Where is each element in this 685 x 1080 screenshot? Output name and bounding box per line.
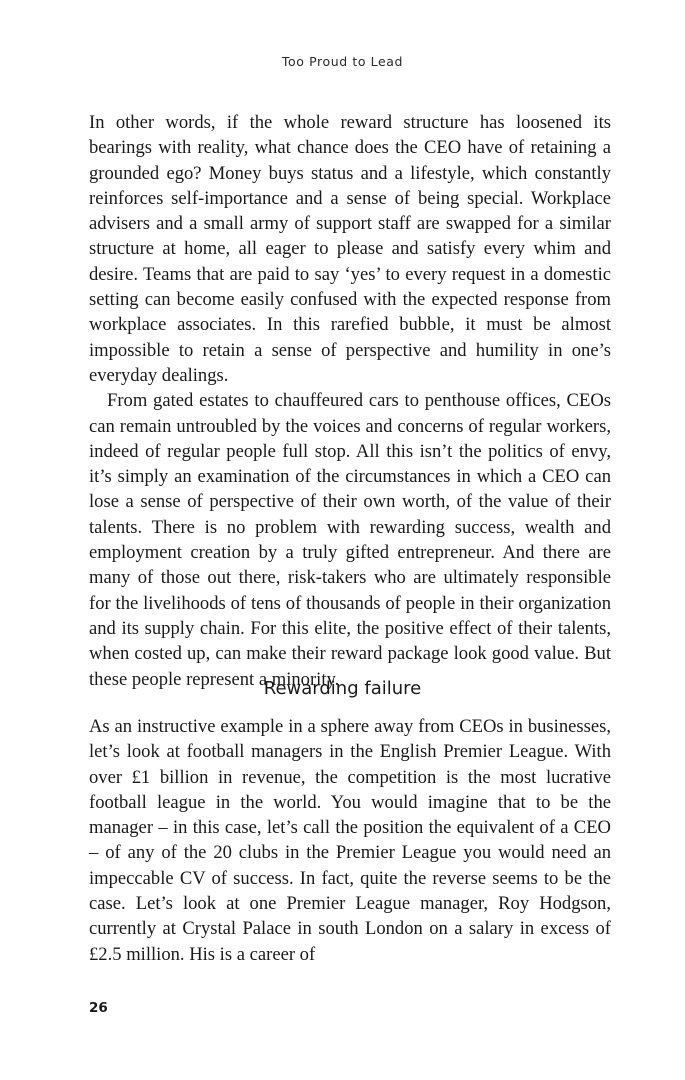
running-head: Too Proud to Lead [281, 54, 404, 69]
section-heading: Rewarding failure [263, 678, 422, 699]
text-block-after-heading [89, 714, 611, 967]
page-number: 26 [89, 1000, 108, 1016]
paragraph: In other words, if the whole reward structure has loosened its bearings with reality, what chance does the CEO have of retaining a grounded ego? Money buys status and a lifestyle, which constantly reinforces self-importance and a sense of being special. Workplace advisers and a small army of support staff are swapped for a similar structure at home, all eager to please and satisfy every whim and desire. Teams that are paid to say ‘yes’ to every request in a domestic setting can become easily confused with the expected response from workplace associates. In this rarefied bubble, it must be almost impossible to retain a sense of perspective and humility in one’s everyday dealings. [89, 112, 611, 386]
paragraph: From gated estates to chauffeured cars to penthouse offices, CEOs can remain untroubled by the voices and concerns of regular workers, indeed of regular people full stop. All this isn’t the politics of envy, it’s simply an examination of the circumstances in which a CEO can lose a sense of perspective of their own worth, of the value of their talents. There is no problem with rewarding success, wealth and employment creation by a truly gifted entrepreneur. And there are many of those out there, risk-takers who are ultimately responsible for the livelihoods of tens of thousands of people in their organization and its supply chain. For this elite, the positive effect of their talents, when costed up, can make their reward package look good value. But these people represent a minority. [89, 390, 611, 690]
text-block-before-heading [89, 110, 611, 692]
paragraph: As an instructive example in a sphere away from CEOs in businesses, let’s look at football managers in the English Premier League. With over £1 billion in revenue, the competition is the most lucrative football league in the world. You would imagine that to be the manager – in this case, let’s call the position the equivalent of a CEO – of any of the 20 clubs in the Premier League you would need an impeccable CV of success. In fact, quite the reverse seems to be the case. Let’s look at one Premier League manager, Roy Hodgson, currently at Crystal Palace in south London on a salary in excess of £2.5 million. His is a career of [89, 716, 611, 965]
